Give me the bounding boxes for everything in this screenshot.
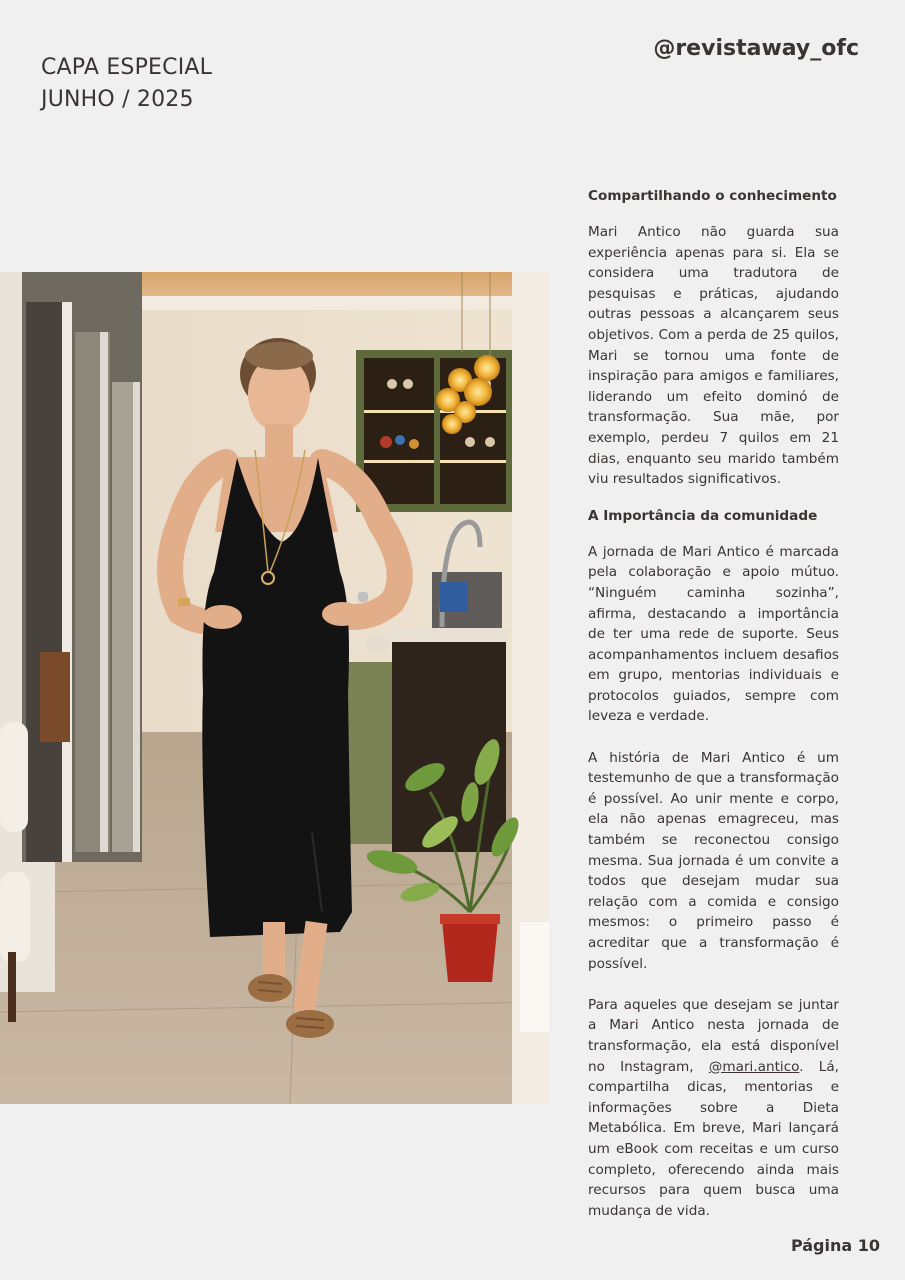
instagram-link[interactable]: @mari.antico — [708, 1058, 800, 1075]
paragraph-sharing: Mari Antico não guarda sua experiência apenas para si. Ela se considera uma tradutora de pesquisas e práticas, ajudando outras pessoas a alcançarem seus objetivos. Com a perda de 25 quilos, Mari se tornou uma fonte de inspiração para amigos e familiares, liderando um efeito dominó de transformação. Sua mãe, por exemplo, perdeu 7 quilos em 21 dias, enquanto seu marido também viu resultados significativos. — [588, 224, 839, 488]
paragraph-3-before: Para aqueles que desejam se juntar a Mari Antico nesta jornada de transformação, ela está disponível no Instagram, — [588, 996, 839, 1075]
page-number: Página 10 — [790, 1236, 880, 1255]
section-heading-sharing: Compartilhando o conhecimento — [588, 188, 837, 204]
paragraph-community-1: A jornada de Mari Antico é marcada pela colaboração e apoio mútuo. “Ninguém caminha sozinha”, afirma, destacando a importância de ter uma rede de suporte. Seus acompanhamentos incluem desafios em grupo, mentorias individuais e protocolos guiados, sempre com leveza e verdade. — [588, 543, 839, 725]
paragraph-3-after: . Lá, compartilha dicas, mentorias e informações sobre a Dieta Metabólica. Em breve, Mari lançará um eBook com receitas e um curso completo, oferecendo ainda mais recursos para quem busca uma mudança de vida. — [588, 1058, 839, 1219]
edition-line-1: CAPA ESPECIAL — [41, 55, 213, 80]
edition-line-2: JUNHO / 2025 — [41, 87, 194, 112]
section-heading-community: A Importância da comunidade — [588, 507, 818, 524]
paragraph-community-3 — [588, 995, 839, 1222]
paragraph-community-2: A história de Mari Antico é um testemunho de que a transformação é possível. Ao unir mente e corpo, ela não apenas emagreceu, mas também se reconectou consigo mesma. Sua jornada é um convite a todos que desejam mudar sua relação com a comida e consigo mesmos: o primeiro passo é acreditar que a transformação é possível. — [588, 749, 839, 972]
cover-photo — [0, 272, 549, 1104]
edition-label — [41, 52, 212, 116]
article-column — [588, 184, 839, 1221]
instagram-handle[interactable]: @revistaway_ofc — [653, 36, 859, 61]
